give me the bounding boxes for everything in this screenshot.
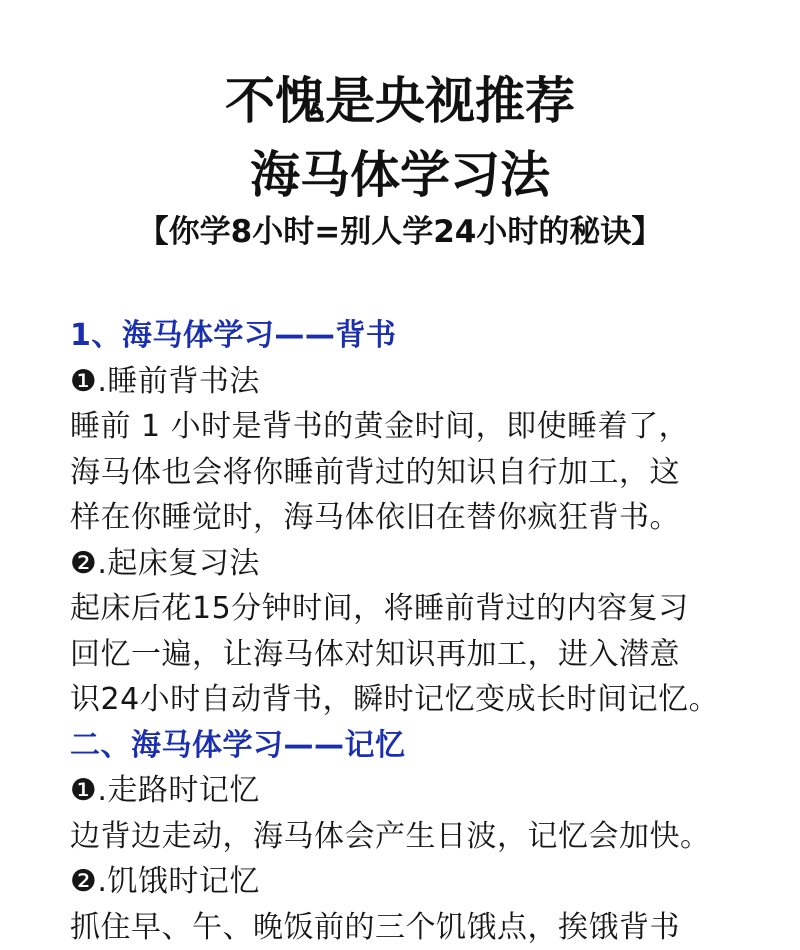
method-label: ❷.起床复习法 — [70, 541, 790, 587]
paragraph-line: 样在你睡觉时，海马体依旧在替你疯狂背书。 — [70, 495, 790, 541]
page-subtitle: 【你学8小时=别人学24小时的秘诀】 — [0, 210, 800, 254]
paragraph-line: 起床后花15分钟时间，将睡前背过的内容复习 — [70, 586, 790, 632]
article-body — [70, 313, 790, 950]
section-heading: 1、海马体学习——背书 — [70, 313, 790, 359]
page-title-line-1: 不愧是央视推荐 — [0, 68, 800, 134]
page-title-line-2: 海马体学习法 — [0, 142, 800, 208]
paragraph-line: 抓住早、午、晚饭前的三个饥饿点，挨饿背书 — [70, 905, 790, 950]
paragraph-line: 回忆一遍，让海马体对知识再加工，进入潜意 — [70, 632, 790, 678]
method-label: ❶.睡前背书法 — [70, 359, 790, 405]
method-label: ❷.饥饿时记忆 — [70, 859, 790, 905]
method-label: ❶.走路时记忆 — [70, 768, 790, 814]
paragraph-line: 睡前 1 小时是背书的黄金时间，即使睡着了， — [70, 404, 790, 450]
section-heading: 二、海马体学习——记忆 — [70, 723, 790, 769]
paragraph-line: 识24小时自动背书，瞬时记忆变成长时间记忆。 — [70, 677, 790, 723]
paragraph-line: 海马体也会将你睡前背过的知识自行加工，这 — [70, 450, 790, 496]
paragraph-line: 边背边走动，海马体会产生日波，记忆会加快。 — [70, 814, 790, 860]
